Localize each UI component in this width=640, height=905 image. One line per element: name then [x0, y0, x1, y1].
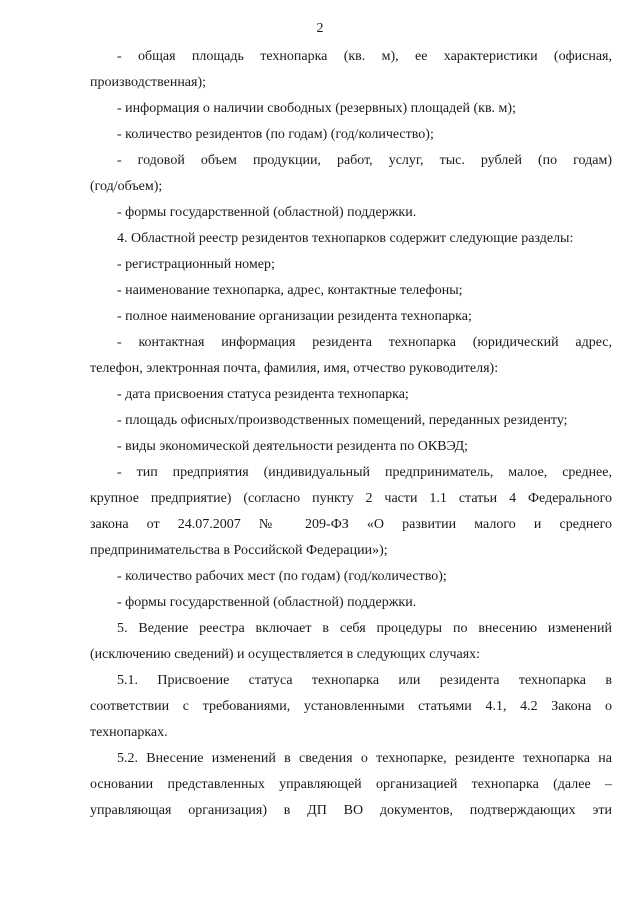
text-line: - площадь офисных/производственных помещений, переданных резиденту; — [117, 413, 568, 428]
text-line: - полное наименование организации резидента технопарка; — [117, 309, 472, 324]
text-line: - регистрационный номер; — [117, 257, 275, 272]
text-line: (год/объем); — [90, 179, 163, 194]
text-line: предпринимательства в Российской Федерации»); — [90, 543, 388, 558]
text-line: - формы государственной (областной) поддержки. — [117, 595, 417, 610]
document-body — [90, 44, 612, 824]
text-line: - формы государственной (областной) поддержки. — [117, 205, 417, 220]
text-line: 5.2. Внесение изменений в сведения о технопарке, резиденте технопарка на — [117, 751, 612, 766]
text-line: 5.1. Присвоение статуса технопарка или резидента технопарка в — [117, 673, 612, 688]
text-line: - количество резидентов (по годам) (год/количество); — [117, 127, 434, 142]
text-line: технопарках. — [90, 725, 168, 740]
text-line: - наименование технопарка, адрес, контактные телефоны; — [117, 283, 463, 298]
text-line: крупное предприятие) (согласно пункту 2 части 1.1 статьи 4 Федерального — [90, 491, 612, 506]
text-line: - тип предприятия (индивидуальный предприниматель, малое, среднее, — [117, 465, 612, 480]
text-line: - виды экономической деятельности резидента по ОКВЭД; — [117, 439, 469, 454]
text-line: 4. Областной реестр резидентов технопарков содержит следующие разделы: — [117, 231, 574, 246]
text-line: (исключению сведений) и осуществляется в следующих случаях: — [90, 647, 481, 662]
text-line: - контактная информация резидента технопарка (юридический адрес, — [117, 335, 612, 350]
text-line: 5. Ведение реестра включает в себя процедуры по внесению изменений — [117, 621, 612, 636]
text-line: телефон, электронная почта, фамилия, имя, отчество руководителя): — [90, 361, 499, 376]
text-line: производственная); — [90, 75, 207, 90]
page-number: 2 — [316, 21, 324, 36]
text-line: - количество рабочих мест (по годам) (год/количество); — [117, 569, 447, 584]
text-line: закона от 24.07.2007 № 209-ФЗ «О развитии малого и среднего — [90, 517, 612, 532]
text-line: основании представленных управляющей организацией технопарка (далее – — [90, 777, 612, 792]
text-line: управляющая организация) в ДП ВО документов, подтверждающих эти — [90, 803, 612, 818]
text-line: - информация о наличии свободных (резервных) площадей (кв. м); — [117, 101, 516, 116]
text-line: - годовой объем продукции, работ, услуг, тыс. рублей (по годам) — [117, 153, 612, 168]
text-line: соответствии с требованиями, установленными статьями 4.1, 4.2 Закона о — [90, 699, 612, 714]
text-line: - общая площадь технопарка (кв. м), ее характеристики (офисная, — [117, 49, 612, 64]
text-line: - дата присвоения статуса резидента технопарка; — [117, 387, 409, 402]
